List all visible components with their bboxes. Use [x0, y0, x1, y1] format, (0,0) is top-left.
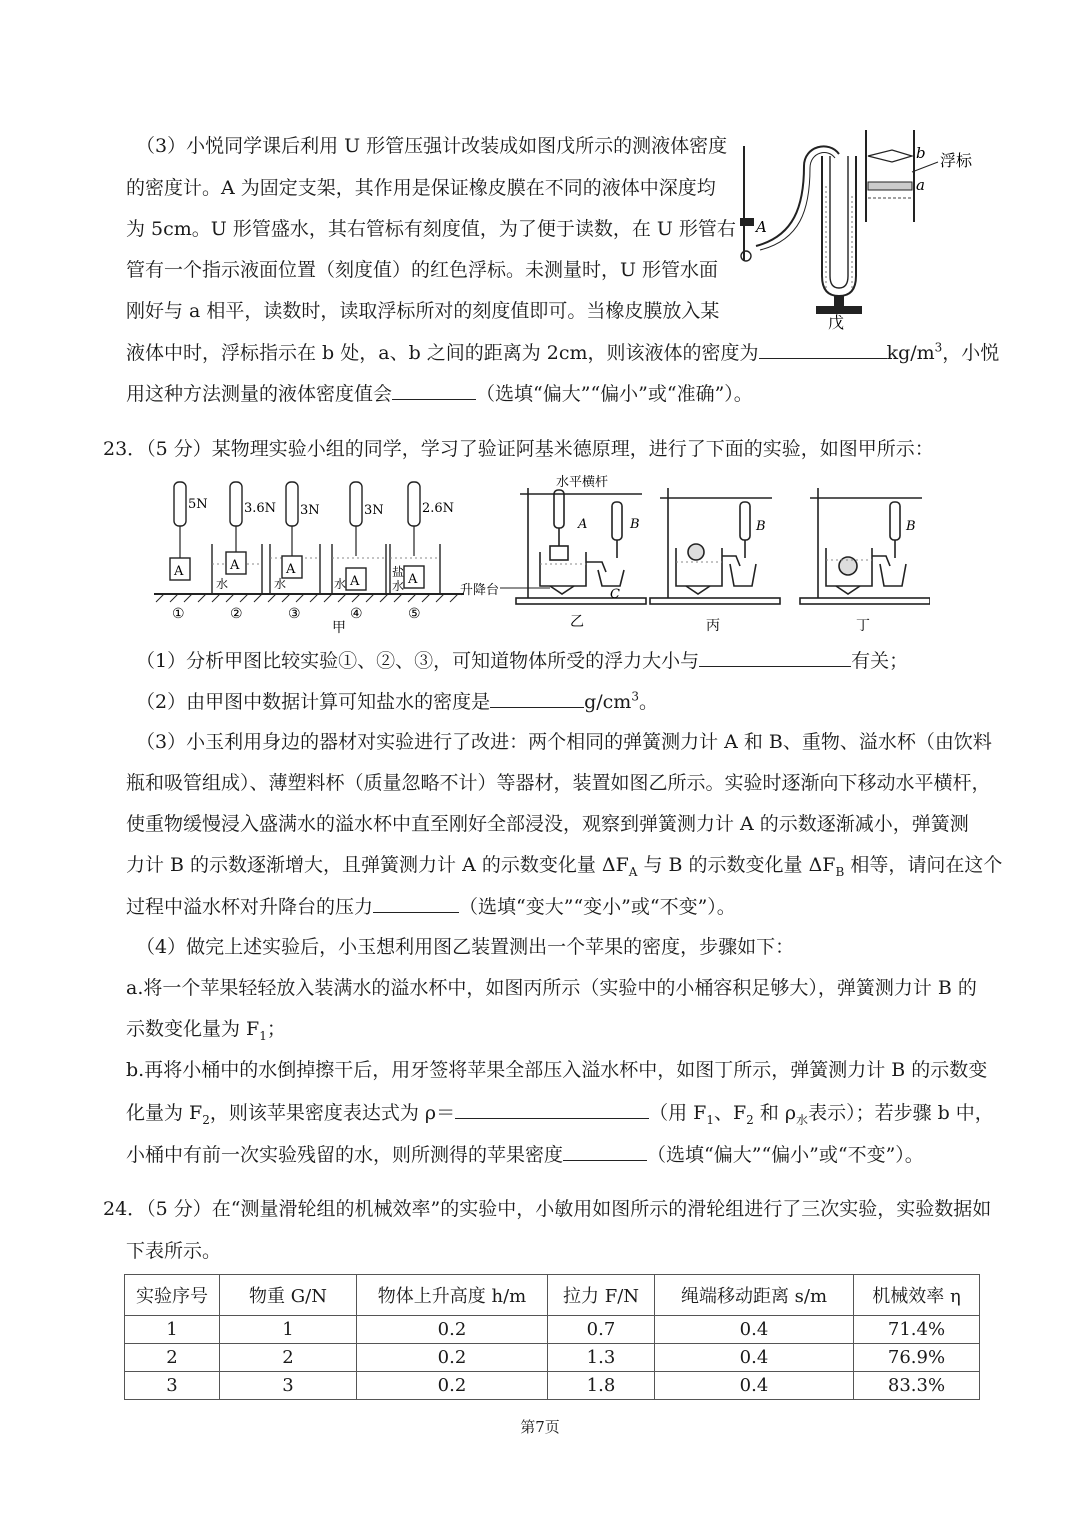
- table-header-row: [125, 1275, 980, 1316]
- q23-part3-line-5: [126, 894, 736, 919]
- density-unit: kg/m: [886, 342, 935, 364]
- q23-part3-line-4-a: 力计 B 的示数逐渐增大，且弹簧测力计 A 的示数变化量 ΔF: [126, 854, 629, 876]
- q22-line-4: 管有一个指示液面位置（刻度值）的红色浮标。未测量时，U 形管水面: [126, 259, 719, 281]
- figure-buoyancy-experiments: [150, 472, 930, 636]
- block-A-1: A: [174, 564, 184, 579]
- label-bar: 水平横杆: [556, 475, 609, 490]
- density-unit-exponent: 3: [934, 340, 943, 355]
- q23-part2-tail: 。: [638, 691, 658, 713]
- table-cell: 0.4: [655, 1344, 854, 1372]
- reading-1: 5N: [188, 497, 208, 512]
- q22-line-5: 刚好与 a 相平，读数时，读取浮标所对的刻度值即可。当橡皮膜放入某: [126, 300, 720, 322]
- subscript-F2: 2: [746, 1112, 754, 1127]
- table-header: 物重 G/N: [220, 1275, 357, 1316]
- table-cell: 0.2: [357, 1344, 548, 1372]
- num-5: ⑤: [408, 606, 421, 622]
- q23-part3-line-3: 使重物缓慢浸入盛满水的溢水杯中直至刚好全部浸没，观察到弹簧测力计 A 的示数逐渐减小，弹簧测: [126, 813, 969, 835]
- label-A: A: [756, 218, 767, 236]
- q23-step-a-line-2: [126, 1017, 286, 1041]
- table-header: 绳端移动距离 s/m: [655, 1275, 854, 1316]
- brine-density-exponent: 3: [631, 689, 639, 704]
- page-number: 第7页: [520, 1418, 560, 1436]
- step-a-tail: ；: [266, 1018, 286, 1040]
- q23-part3-line-2: 瓶和吸管组成）、薄塑料杯（质量忽略不计）等器材，装置如图乙所示。实验时逐渐向下移动水平横杆，: [126, 772, 991, 794]
- brine-label-bottom: 水: [392, 579, 405, 593]
- label-yi-A: A: [578, 517, 588, 532]
- q22-line-7: [126, 381, 753, 406]
- table-header: 机械效率 η: [854, 1275, 980, 1316]
- block-A-5: A: [408, 572, 418, 587]
- q23-part3-line-1: （3）小玉利用身边的器材对实验进行了改进：两个相同的弹簧测力计 A 和 B、重物、溢水杯（由饮料: [136, 731, 992, 753]
- q23-heading: 23．（5 分）某物理实验小组的同学，学习了验证阿基米德原理，进行了下面的实验，如图甲所示：: [103, 438, 934, 460]
- figure-wu: [734, 126, 984, 332]
- table-cell: 0.4: [655, 1372, 854, 1400]
- q23-step-a-line-1: a.将一个苹果轻轻放入装满水的溢水杯中，如图丙所示（实验中的小桶容积足够大），弹簧测力计 B 的: [126, 977, 977, 999]
- table-cell: 1: [220, 1316, 357, 1344]
- q23-step-b-line-2: [126, 1100, 994, 1125]
- q23-part3-line-5-b: （选填“变大”“变小”或“不变”）。: [459, 896, 736, 918]
- subscript-1: 1: [259, 1028, 267, 1043]
- accuracy-answer-blank[interactable]: [392, 381, 476, 400]
- q23-part1-tail: 有关；: [851, 650, 909, 672]
- reading-5: 2.6N: [422, 501, 455, 516]
- table-cell: 1.3: [548, 1344, 655, 1372]
- factor-answer-blank[interactable]: [699, 648, 851, 667]
- q22-line-6-tail: ，小悦: [942, 342, 1000, 364]
- label-bing-B: B: [756, 519, 766, 534]
- step-b-text-c: （用 F: [649, 1102, 707, 1124]
- reading-3: 3N: [300, 503, 320, 518]
- table-header: 拉力 F/N: [548, 1275, 655, 1316]
- step-b-text-d: 、F: [713, 1102, 747, 1124]
- q22-line-2: 的密度计。A 为固定支架，其作用是保证橡皮膜在不同的液体中深度均: [126, 177, 716, 199]
- caption-ding: 丁: [856, 618, 870, 634]
- table-cell: 83.3%: [854, 1372, 980, 1400]
- label-b: b: [916, 144, 926, 162]
- reading-4: 3N: [364, 503, 384, 518]
- apple-density-bias-blank[interactable]: [563, 1142, 647, 1161]
- table-row: [125, 1316, 980, 1344]
- q23-part1: [136, 648, 908, 673]
- label-platform: 升降台: [460, 583, 500, 598]
- brine-density-unit: g/cm: [584, 691, 632, 713]
- table-cell: 0.2: [357, 1372, 548, 1400]
- q23-part3-line-4-c: 相等，请问在这个: [844, 854, 1003, 876]
- subscript-F1: 1: [706, 1112, 714, 1127]
- table-header: 物体上升高度 h/m: [357, 1275, 548, 1316]
- q23-part3-line-4: [126, 853, 1002, 877]
- q22-line-1: （3）小悦同学课后利用 U 形管压强计改装成如图戊所示的测液体密度: [136, 135, 728, 157]
- table-cell: 1: [125, 1316, 220, 1344]
- block-A-3: A: [286, 562, 296, 577]
- table-cell: 3: [220, 1372, 357, 1400]
- table-cell: 71.4%: [854, 1316, 980, 1344]
- brine-label-top: 盐: [392, 565, 405, 579]
- apple-density-expression-blank[interactable]: [455, 1100, 649, 1119]
- label-yi-B: B: [630, 517, 640, 532]
- q23-part1-text: （1）分析甲图比较实验①、②、③，可知道物体所受的浮力大小与: [136, 650, 700, 672]
- q23-part3-line-4-b: 与 B 的示数变化量 ΔF: [637, 854, 836, 876]
- reading-2: 3.6N: [244, 501, 277, 516]
- pressure-answer-blank[interactable]: [373, 894, 459, 913]
- step-b-text-e: 和 ρ: [753, 1102, 797, 1124]
- label-float: 浮标: [940, 151, 973, 170]
- step-a-text: 示数变化量为 F: [126, 1018, 260, 1040]
- block-A-2: A: [230, 558, 240, 573]
- step-b-text-a: 化量为 F: [126, 1102, 203, 1124]
- step-b-line-3-text: 小桶中有前一次实验残留的水，则所测得的苹果密度: [126, 1144, 564, 1166]
- block-A-4: A: [350, 574, 360, 589]
- q23-step-b-line-1: b.再将小桶中的水倒掉擦干后，用牙签将苹果全部压入溢水杯中，如图丁所示，弹簧测力计 B 的示数变: [126, 1059, 988, 1081]
- subscript-A: A: [628, 864, 638, 879]
- q23-part3-line-5-a: 过程中溢水杯对升降台的压力: [126, 896, 374, 918]
- q24-line-2: 下表所示。: [126, 1240, 222, 1262]
- q22-line-3: 为 5cm。U 形管盛水，其右管标有刻度值，为了便于读数，在 U 形管右: [126, 218, 736, 240]
- label-a: a: [916, 176, 925, 194]
- step-b-line-3-tail: （选填“偏大”“偏小”或“不变”）。: [647, 1144, 924, 1166]
- table-cell: 1.8: [548, 1372, 655, 1400]
- table-cell: 2: [125, 1344, 220, 1372]
- water-label-3: 水: [274, 577, 287, 591]
- table-row: [125, 1372, 980, 1400]
- step-b-text-b: ，则该苹果密度表达式为 ρ＝: [209, 1102, 456, 1124]
- table-row: [125, 1344, 980, 1372]
- q23-part2: [136, 689, 658, 714]
- q23-part4: （4）做完上述实验后，小玉想利用图乙装置测出一个苹果的密度，步骤如下：: [136, 936, 795, 958]
- caption-bing: 丙: [706, 618, 720, 634]
- q22-line-7-tail: （选填“偏大”“偏小”或“准确”）。: [476, 383, 753, 405]
- q23-part2-text: （2）由甲图中数据计算可知盐水的密度是: [136, 691, 491, 713]
- table-cell: 76.9%: [854, 1344, 980, 1372]
- step-b-text-f: 表示）；若步骤 b 中，: [808, 1102, 994, 1124]
- table-cell: 0.4: [655, 1316, 854, 1344]
- num-2: ②: [230, 606, 243, 622]
- caption-wu: 戊: [828, 313, 845, 332]
- efficiency-table: [124, 1274, 980, 1400]
- density-answer-blank[interactable]: [759, 340, 887, 359]
- subscript-B: B: [835, 864, 845, 879]
- table-header: 实验序号: [125, 1275, 220, 1316]
- label-yi-C: C: [610, 587, 620, 602]
- water-label-4: 水: [334, 577, 347, 591]
- num-1: ①: [172, 606, 185, 622]
- caption-yi: 乙: [570, 614, 584, 630]
- subscript-2: 2: [202, 1112, 210, 1127]
- table-cell: 0.2: [357, 1316, 548, 1344]
- table-cell: 3: [125, 1372, 220, 1400]
- num-4: ④: [350, 606, 363, 622]
- q23-step-b-line-3: [126, 1142, 924, 1167]
- water-label-2: 水: [216, 577, 229, 591]
- table-cell: 0.7: [548, 1316, 655, 1344]
- label-ding-B: B: [906, 519, 916, 534]
- brine-density-blank[interactable]: [490, 689, 584, 708]
- q22-line-6: [126, 340, 999, 365]
- table-cell: 2: [220, 1344, 357, 1372]
- q24-line-1: 24．（5 分）在“测量滑轮组的机械效率”的实验中，小敏用如图所示的滑轮组进行了三次实验，实验数据如: [103, 1198, 992, 1220]
- q22-line-7-text: 用这种方法测量的液体密度值会: [126, 383, 393, 405]
- q22-line-6-text: 液体中时，浮标指示在 b 处，a、b 之间的距离为 2cm，则该液体的密度为: [126, 342, 759, 364]
- num-3: ③: [288, 606, 301, 622]
- subscript-water: 水: [796, 1112, 809, 1127]
- caption-jia: 甲: [332, 620, 346, 636]
